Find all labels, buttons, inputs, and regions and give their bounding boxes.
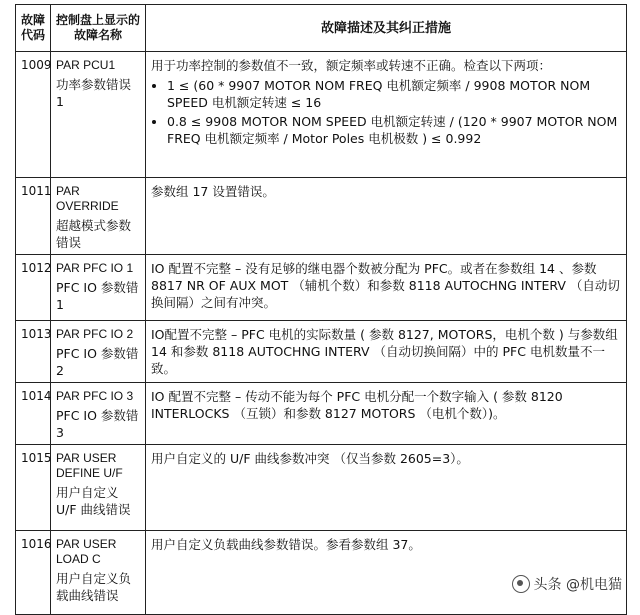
fault-name bbox=[51, 52, 146, 178]
fault-desc: IO 配置不完整 – 传动不能为每个 PFC 电机分配一个数字输入 ( 参数 8120 INTERLOCKS （互锁）和参数 8127 MOTORS （电机个数）)。 bbox=[146, 383, 627, 445]
fault-desc bbox=[146, 52, 627, 178]
table-row bbox=[16, 321, 627, 383]
watermark-logo-icon bbox=[512, 575, 530, 593]
fault-desc: 参数组 17 设置错误。 bbox=[146, 178, 627, 255]
fault-name-en: PAR USER DEFINE U/F bbox=[56, 451, 123, 480]
fault-desc: IO 配置不完整 – 没有足够的继电器个数被分配为 PFC。或者在参数组 14 、参数 8817 NR OF AUX MOT （辅机个数）和参数 8118 AUTOCHNG INTERV （自动切换间隔）之间有冲突。 bbox=[146, 255, 627, 321]
fault-name bbox=[51, 445, 146, 531]
fault-code: 1009 bbox=[16, 52, 51, 178]
fault-desc: IO配置不完整 – PFC 电机的实际数量 ( 参数 8127, MOTORS，电机个数 ) 与参数组 14 和参数 8118 AUTOCHNG INTERV （自动切换间隔）中的 PFC 电机数量不一致。 bbox=[146, 321, 627, 383]
fault-name bbox=[51, 255, 146, 321]
table-row bbox=[16, 445, 627, 531]
fault-name-zh: 用户自定义负载曲线错误 bbox=[56, 571, 132, 603]
fault-name-en: PAR OVERRIDE bbox=[56, 184, 119, 213]
fault-name-zh: PFC IO 参数错 3 bbox=[56, 408, 139, 440]
table-row bbox=[16, 531, 627, 615]
fault-desc-text: 用于功率控制的参数值不一致，额定频率或转速不正确。检查以下两项： bbox=[151, 58, 552, 73]
fault-name-en: PAR USER LOAD C bbox=[56, 537, 117, 566]
fault-name bbox=[51, 321, 146, 383]
bullet-item: • 1 ≤ (60 * 9907 MOTOR NOM FREQ 电机额定频率 / 9908 MOTOR NOM SPEED 电机额定转速 ≤ 16 bbox=[167, 77, 621, 111]
table-row bbox=[16, 383, 627, 445]
fault-name-zh: 功率参数错误 1 bbox=[56, 77, 132, 109]
header-name: 控制盘上显示的故障名称 bbox=[51, 5, 146, 52]
bullet-list bbox=[151, 77, 621, 147]
watermark bbox=[512, 574, 622, 594]
fault-name-en: PAR PFC IO 1 bbox=[56, 261, 134, 275]
fault-name-zh: PFC IO 参数错 2 bbox=[56, 346, 139, 378]
table-row bbox=[16, 255, 627, 321]
table-row bbox=[16, 52, 627, 178]
fault-name-en: PAR PCU1 bbox=[56, 58, 116, 72]
fault-code: 1013 bbox=[16, 321, 51, 383]
fault-desc: 用户自定义的 U/F 曲线参数冲突 （仅当参数 2605=3）。 bbox=[146, 445, 627, 531]
header-desc: 故障描述及其纠正措施 bbox=[146, 5, 627, 52]
bullet-item: • 0.8 ≤ 9908 MOTOR NOM SPEED 电机额定转速 / (120 * 9907 MOTOR NOM FREQ 电机额定频率 / Motor Poles 电机极数 ) ≤ 0.992 bbox=[167, 113, 621, 147]
fault-name-zh: 用户自定义 U/F 曲线错误 bbox=[56, 485, 131, 517]
fault-code: 1016 bbox=[16, 531, 51, 615]
fault-name-zh: PFC IO 参数错 1 bbox=[56, 280, 139, 312]
fault-name bbox=[51, 178, 146, 255]
fault-code-table bbox=[15, 4, 627, 615]
fault-name bbox=[51, 531, 146, 615]
fault-name-zh: 超越模式参数错误 bbox=[56, 218, 132, 250]
fault-name bbox=[51, 383, 146, 445]
fault-code: 1012 bbox=[16, 255, 51, 321]
table-header-row bbox=[16, 5, 627, 52]
fault-desc: 用户自定义负载曲线参数错误。参看参数组 37。 bbox=[146, 531, 627, 615]
fault-name-en: PAR PFC IO 3 bbox=[56, 389, 134, 403]
table-row bbox=[16, 178, 627, 255]
watermark-text: 头条 @机电猫 bbox=[533, 577, 622, 593]
fault-code: 1011 bbox=[16, 178, 51, 255]
fault-name-en: PAR PFC IO 2 bbox=[56, 327, 134, 341]
header-code: 故障代码 bbox=[16, 5, 51, 52]
fault-code: 1014 bbox=[16, 383, 51, 445]
fault-code: 1015 bbox=[16, 445, 51, 531]
